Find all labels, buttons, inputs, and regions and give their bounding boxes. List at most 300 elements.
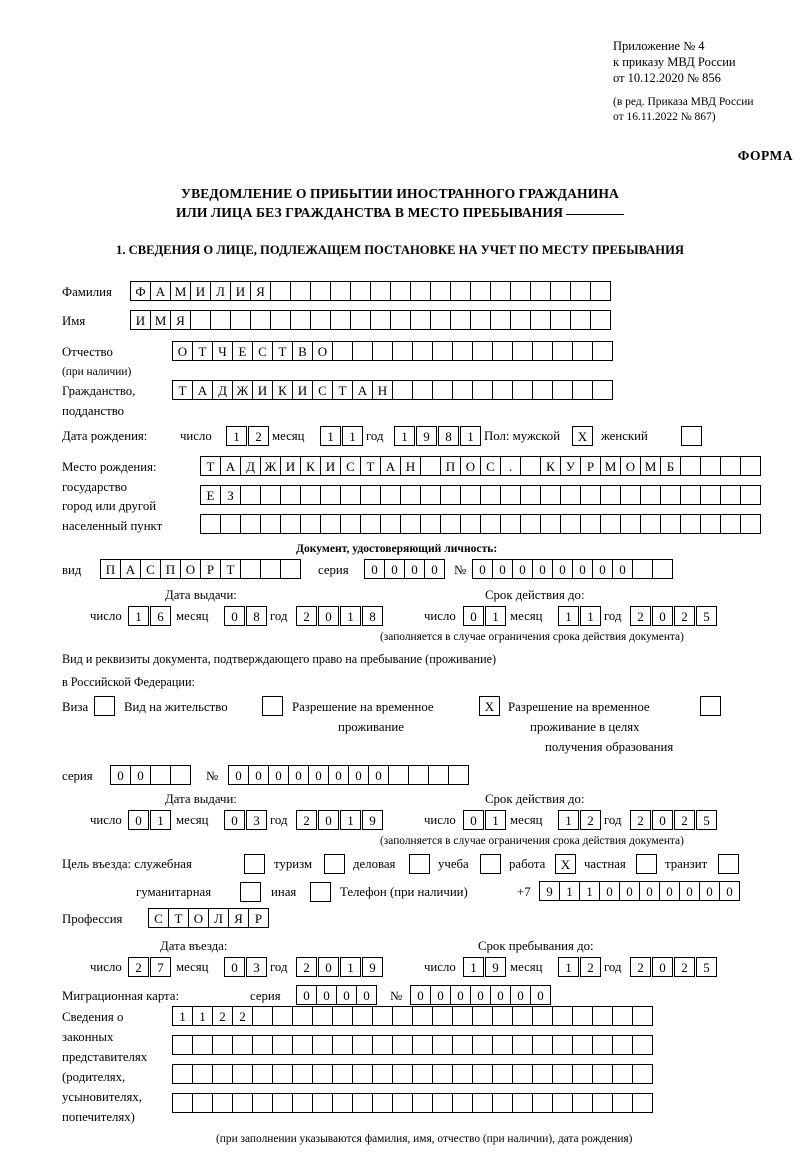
form-cell[interactable]	[390, 310, 411, 330]
form-cell[interactable]	[512, 341, 533, 361]
form-cell[interactable]	[372, 341, 393, 361]
form-cell[interactable]	[420, 485, 441, 505]
form-cell[interactable]	[260, 485, 281, 505]
form-cell[interactable]	[192, 1093, 213, 1113]
form-cell[interactable]	[660, 514, 681, 534]
profession-cells[interactable]	[148, 908, 268, 928]
form-cell[interactable]: С	[252, 341, 273, 361]
form-cell[interactable]: Д	[240, 456, 261, 476]
form-cell[interactable]: К	[300, 456, 321, 476]
form-cell[interactable]	[472, 341, 493, 361]
form-cell[interactable]: П	[440, 456, 461, 476]
form-cell[interactable]	[240, 514, 261, 534]
form-cell[interactable]: С	[340, 456, 361, 476]
form-cell[interactable]	[572, 1093, 593, 1113]
form-cell[interactable]: 0	[719, 881, 740, 901]
form-cell[interactable]	[632, 1006, 653, 1026]
surname-cells[interactable]	[130, 281, 610, 301]
form-cell[interactable]: 2	[630, 810, 651, 830]
form-cell[interactable]: 5	[696, 606, 717, 626]
form-cell[interactable]	[620, 514, 641, 534]
birth-month-cells[interactable]	[320, 426, 364, 446]
form-cell[interactable]	[272, 1006, 293, 1026]
form-cell[interactable]	[490, 281, 511, 301]
form-cell[interactable]	[532, 341, 553, 361]
form-cell[interactable]	[400, 514, 421, 534]
form-cell[interactable]	[580, 514, 601, 534]
form-cell[interactable]	[330, 281, 351, 301]
birth-day-cells[interactable]	[226, 426, 270, 446]
stay-until-month-cells[interactable]	[558, 957, 602, 977]
form-cell[interactable]	[310, 281, 331, 301]
form-cell[interactable]: 0	[679, 881, 700, 901]
form-cell[interactable]: И	[130, 310, 151, 330]
form-cell[interactable]	[532, 1093, 553, 1113]
form-cell[interactable]	[552, 1035, 573, 1055]
form-cell[interactable]	[590, 310, 611, 330]
form-cell[interactable]: 1	[558, 957, 579, 977]
form-cell[interactable]: У	[560, 456, 581, 476]
doc-kind-cells[interactable]	[100, 559, 300, 579]
form-cell[interactable]: Т	[360, 456, 381, 476]
form-cell[interactable]	[432, 1064, 453, 1084]
form-cell[interactable]	[252, 1006, 273, 1026]
entry-month-cells[interactable]	[224, 957, 268, 977]
purpose-service-checkbox[interactable]	[244, 854, 265, 874]
form-cell[interactable]	[492, 1006, 513, 1026]
form-cell[interactable]	[300, 485, 321, 505]
form-cell[interactable]: 8	[362, 606, 383, 626]
form-cell[interactable]	[430, 310, 451, 330]
form-cell[interactable]: О	[180, 559, 201, 579]
doc-issue-day-cells[interactable]	[128, 606, 172, 626]
form-cell[interactable]: 8	[438, 426, 459, 446]
form-cell[interactable]: 0	[639, 881, 660, 901]
form-cell[interactable]: 2	[674, 810, 695, 830]
form-cell[interactable]: Т	[272, 341, 293, 361]
form-cell[interactable]: Т	[192, 341, 213, 361]
stay-issue-month-cells[interactable]	[224, 810, 268, 830]
form-cell[interactable]	[292, 1006, 313, 1026]
form-cell[interactable]	[600, 514, 621, 534]
form-cell[interactable]	[452, 1064, 473, 1084]
form-cell[interactable]	[428, 765, 449, 785]
form-cell[interactable]	[412, 1035, 433, 1055]
form-cell[interactable]	[612, 1006, 633, 1026]
form-cell[interactable]: С	[480, 456, 501, 476]
form-cell[interactable]	[572, 380, 593, 400]
form-cell[interactable]	[550, 310, 571, 330]
form-cell[interactable]: 0	[532, 559, 553, 579]
legal-rep-cells-row-4[interactable]	[172, 1093, 652, 1113]
form-cell[interactable]	[572, 1035, 593, 1055]
form-cell[interactable]	[170, 765, 191, 785]
form-cell[interactable]: 0	[530, 985, 551, 1005]
form-cell[interactable]	[270, 310, 291, 330]
form-cell[interactable]	[450, 281, 471, 301]
form-cell[interactable]: М	[170, 281, 191, 301]
form-cell[interactable]	[700, 514, 721, 534]
form-cell[interactable]: 1	[150, 810, 171, 830]
form-cell[interactable]: 1	[340, 606, 361, 626]
form-cell[interactable]: 0	[492, 559, 513, 579]
form-cell[interactable]	[320, 514, 341, 534]
residence-permit-checkbox[interactable]	[262, 696, 283, 716]
form-cell[interactable]	[440, 485, 461, 505]
stay-valid-day-cells[interactable]	[463, 810, 507, 830]
form-cell[interactable]	[620, 485, 641, 505]
form-cell[interactable]: 0	[404, 559, 425, 579]
form-cell[interactable]	[340, 514, 361, 534]
form-cell[interactable]	[452, 341, 473, 361]
sex-male-checkbox[interactable]: X	[572, 426, 593, 446]
form-cell[interactable]	[292, 1064, 313, 1084]
stay-until-year-cells[interactable]	[630, 957, 718, 977]
form-cell[interactable]	[612, 1035, 633, 1055]
form-cell[interactable]	[492, 1093, 513, 1113]
patronymic-cells[interactable]	[172, 341, 612, 361]
form-cell[interactable]	[472, 380, 493, 400]
form-cell[interactable]	[212, 1064, 233, 1084]
form-cell[interactable]: 0	[512, 559, 533, 579]
form-cell[interactable]: 0	[659, 881, 680, 901]
form-cell[interactable]	[472, 1006, 493, 1026]
form-cell[interactable]	[352, 1006, 373, 1026]
form-cell[interactable]	[360, 485, 381, 505]
form-cell[interactable]	[372, 1006, 393, 1026]
form-cell[interactable]	[532, 1064, 553, 1084]
form-cell[interactable]: О	[188, 908, 209, 928]
form-cell[interactable]	[492, 341, 513, 361]
form-cell[interactable]	[280, 485, 301, 505]
form-cell[interactable]: 0	[110, 765, 131, 785]
form-cell[interactable]	[312, 1064, 333, 1084]
form-cell[interactable]	[740, 456, 761, 476]
visa-checkbox[interactable]	[94, 696, 115, 716]
form-cell[interactable]	[492, 1064, 513, 1084]
form-cell[interactable]	[552, 1064, 573, 1084]
form-cell[interactable]	[412, 341, 433, 361]
form-cell[interactable]	[392, 1093, 413, 1113]
form-cell[interactable]	[592, 380, 613, 400]
form-cell[interactable]	[492, 1035, 513, 1055]
migration-card-series-cells[interactable]	[296, 985, 376, 1005]
form-cell[interactable]: 9	[539, 881, 560, 901]
birth-city-cells-row2[interactable]	[200, 514, 760, 534]
form-cell[interactable]	[512, 1006, 533, 1026]
form-cell[interactable]	[432, 1035, 453, 1055]
form-cell[interactable]: 0	[336, 985, 357, 1005]
form-cell[interactable]	[512, 380, 533, 400]
form-cell[interactable]	[370, 310, 391, 330]
doc-valid-year-cells[interactable]	[630, 606, 718, 626]
doc-issue-year-cells[interactable]	[296, 606, 384, 626]
form-cell[interactable]: А	[380, 456, 401, 476]
form-cell[interactable]: 0	[463, 606, 484, 626]
purpose-tourism-checkbox[interactable]	[324, 854, 345, 874]
form-cell[interactable]	[172, 1064, 193, 1084]
name-cells[interactable]	[130, 310, 610, 330]
form-cell[interactable]	[290, 281, 311, 301]
form-cell[interactable]: А	[120, 559, 141, 579]
form-cell[interactable]: 0	[224, 957, 245, 977]
form-cell[interactable]: 0	[552, 559, 573, 579]
form-cell[interactable]	[452, 1035, 473, 1055]
form-cell[interactable]: 0	[364, 559, 385, 579]
form-cell[interactable]: Н	[372, 380, 393, 400]
form-cell[interactable]	[532, 380, 553, 400]
purpose-business-checkbox[interactable]	[409, 854, 430, 874]
form-cell[interactable]	[408, 765, 429, 785]
form-cell[interactable]	[472, 1035, 493, 1055]
doc-number-cells[interactable]	[472, 559, 672, 579]
form-cell[interactable]	[392, 341, 413, 361]
form-cell[interactable]: 9	[485, 957, 506, 977]
form-cell[interactable]: 2	[580, 810, 601, 830]
form-cell[interactable]: 0	[268, 765, 289, 785]
form-cell[interactable]: И	[320, 456, 341, 476]
sex-female-checkbox[interactable]	[681, 426, 702, 446]
doc-series-cells[interactable]	[364, 559, 444, 579]
form-cell[interactable]: 2	[674, 606, 695, 626]
form-cell[interactable]: Т	[168, 908, 189, 928]
form-cell[interactable]	[280, 514, 301, 534]
legal-rep-cells-row-3[interactable]	[172, 1064, 652, 1084]
form-cell[interactable]	[560, 514, 581, 534]
form-cell[interactable]	[260, 559, 281, 579]
form-cell[interactable]: 0	[328, 765, 349, 785]
form-cell[interactable]: Р	[580, 456, 601, 476]
entry-year-cells[interactable]	[296, 957, 384, 977]
form-cell[interactable]: 0	[652, 810, 673, 830]
form-cell[interactable]	[530, 281, 551, 301]
form-cell[interactable]	[452, 1093, 473, 1113]
form-cell[interactable]: 3	[246, 957, 267, 977]
form-cell[interactable]: 0	[510, 985, 531, 1005]
form-cell[interactable]	[632, 1035, 653, 1055]
form-cell[interactable]	[632, 1093, 653, 1113]
doc-valid-day-cells[interactable]	[463, 606, 507, 626]
form-cell[interactable]	[330, 310, 351, 330]
form-cell[interactable]	[720, 456, 741, 476]
form-cell[interactable]	[632, 559, 653, 579]
form-cell[interactable]: И	[190, 281, 211, 301]
form-cell[interactable]	[232, 1035, 253, 1055]
form-cell[interactable]	[390, 281, 411, 301]
form-cell[interactable]	[232, 1093, 253, 1113]
form-cell[interactable]	[352, 1093, 373, 1113]
form-cell[interactable]: 0	[224, 606, 245, 626]
form-cell[interactable]: О	[312, 341, 333, 361]
form-cell[interactable]	[572, 1006, 593, 1026]
form-cell[interactable]: Я	[170, 310, 191, 330]
form-cell[interactable]: А	[150, 281, 171, 301]
form-cell[interactable]: 1	[559, 881, 580, 901]
form-cell[interactable]: 0	[619, 881, 640, 901]
form-cell[interactable]	[412, 1064, 433, 1084]
form-cell[interactable]	[272, 1035, 293, 1055]
form-cell[interactable]	[300, 514, 321, 534]
form-cell[interactable]: 0	[288, 765, 309, 785]
form-cell[interactable]: 1	[226, 426, 247, 446]
form-cell[interactable]	[252, 1035, 273, 1055]
form-cell[interactable]: 9	[362, 810, 383, 830]
form-cell[interactable]	[212, 1035, 233, 1055]
form-cell[interactable]: 2	[674, 957, 695, 977]
stay-issue-year-cells[interactable]	[296, 810, 384, 830]
phone-cells[interactable]	[539, 881, 739, 901]
form-cell[interactable]: 1	[558, 810, 579, 830]
form-cell[interactable]: 9	[416, 426, 437, 446]
form-cell[interactable]: 0	[599, 881, 620, 901]
form-cell[interactable]: 2	[128, 957, 149, 977]
doc-valid-month-cells[interactable]	[558, 606, 602, 626]
stay-series-cells[interactable]	[110, 765, 190, 785]
form-cell[interactable]	[350, 281, 371, 301]
form-cell[interactable]: 0	[472, 559, 493, 579]
form-cell[interactable]	[450, 310, 471, 330]
stay-issue-day-cells[interactable]	[128, 810, 172, 830]
form-cell[interactable]	[552, 380, 573, 400]
purpose-transit-checkbox[interactable]	[718, 854, 739, 874]
form-cell[interactable]: К	[540, 456, 561, 476]
form-cell[interactable]: 0	[224, 810, 245, 830]
form-cell[interactable]: 2	[232, 1006, 253, 1026]
form-cell[interactable]: 9	[362, 957, 383, 977]
legal-rep-cells-row-2[interactable]	[172, 1035, 652, 1055]
form-cell[interactable]: 0	[248, 765, 269, 785]
form-cell[interactable]: Я	[228, 908, 249, 928]
form-cell[interactable]: 0	[652, 957, 673, 977]
form-cell[interactable]: Р	[248, 908, 269, 928]
form-cell[interactable]: 0	[316, 985, 337, 1005]
form-cell[interactable]	[532, 1035, 553, 1055]
form-cell[interactable]	[370, 281, 391, 301]
form-cell[interactable]	[680, 485, 701, 505]
form-cell[interactable]: Ч	[212, 341, 233, 361]
form-cell[interactable]: 1	[463, 957, 484, 977]
form-cell[interactable]	[490, 310, 511, 330]
form-cell[interactable]: 5	[696, 810, 717, 830]
form-cell[interactable]: 0	[128, 810, 149, 830]
form-cell[interactable]: 0	[612, 559, 633, 579]
form-cell[interactable]: О	[172, 341, 193, 361]
form-cell[interactable]	[432, 1093, 453, 1113]
form-cell[interactable]	[720, 514, 741, 534]
form-cell[interactable]: 0	[318, 606, 339, 626]
form-cell[interactable]	[190, 310, 211, 330]
form-cell[interactable]: Е	[200, 485, 221, 505]
form-cell[interactable]	[312, 1035, 333, 1055]
form-cell[interactable]: 0	[424, 559, 445, 579]
form-cell[interactable]: 8	[246, 606, 267, 626]
form-cell[interactable]	[412, 380, 433, 400]
form-cell[interactable]	[592, 1093, 613, 1113]
form-cell[interactable]	[560, 485, 581, 505]
form-cell[interactable]: 0	[384, 559, 405, 579]
form-cell[interactable]	[660, 485, 681, 505]
form-cell[interactable]: 1	[485, 810, 506, 830]
form-cell[interactable]: Ж	[232, 380, 253, 400]
form-cell[interactable]	[172, 1093, 193, 1113]
form-cell[interactable]	[510, 310, 531, 330]
form-cell[interactable]	[352, 1035, 373, 1055]
birth-year-cells[interactable]	[394, 426, 482, 446]
form-cell[interactable]	[740, 485, 761, 505]
form-cell[interactable]	[332, 1035, 353, 1055]
form-cell[interactable]	[220, 514, 241, 534]
form-cell[interactable]	[460, 485, 481, 505]
education-residence-checkbox[interactable]	[700, 696, 721, 716]
form-cell[interactable]	[310, 310, 331, 330]
form-cell[interactable]: Р	[200, 559, 221, 579]
form-cell[interactable]	[340, 485, 361, 505]
form-cell[interactable]	[520, 514, 541, 534]
form-cell[interactable]	[532, 1006, 553, 1026]
birth-state-cells[interactable]	[200, 456, 760, 476]
form-cell[interactable]: 0	[318, 810, 339, 830]
form-cell[interactable]: П	[100, 559, 121, 579]
form-cell[interactable]: И	[292, 380, 313, 400]
migration-card-number-cells[interactable]	[410, 985, 550, 1005]
entry-day-cells[interactable]	[128, 957, 172, 977]
form-cell[interactable]: 3	[246, 810, 267, 830]
form-cell[interactable]: 0	[130, 765, 151, 785]
form-cell[interactable]: 2	[630, 606, 651, 626]
form-cell[interactable]	[592, 1035, 613, 1055]
form-cell[interactable]	[448, 765, 469, 785]
form-cell[interactable]: А	[352, 380, 373, 400]
form-cell[interactable]	[590, 281, 611, 301]
form-cell[interactable]: И	[230, 281, 251, 301]
form-cell[interactable]	[200, 514, 221, 534]
form-cell[interactable]	[472, 1093, 493, 1113]
form-cell[interactable]	[640, 514, 661, 534]
form-cell[interactable]	[740, 514, 761, 534]
form-cell[interactable]	[680, 456, 701, 476]
form-cell[interactable]	[432, 1006, 453, 1026]
form-cell[interactable]	[552, 1006, 573, 1026]
birth-city-cells[interactable]	[200, 485, 760, 505]
legal-rep-cells-row-1[interactable]	[172, 1006, 652, 1026]
form-cell[interactable]	[572, 341, 593, 361]
form-cell[interactable]: 7	[150, 957, 171, 977]
form-cell[interactable]	[252, 1064, 273, 1084]
form-cell[interactable]	[570, 310, 591, 330]
form-cell[interactable]: 1	[340, 957, 361, 977]
form-cell[interactable]: Н	[400, 456, 421, 476]
form-cell[interactable]: И	[280, 456, 301, 476]
purpose-private-checkbox[interactable]	[636, 854, 657, 874]
form-cell[interactable]: К	[272, 380, 293, 400]
form-cell[interactable]: Л	[208, 908, 229, 928]
form-cell[interactable]	[510, 281, 531, 301]
form-cell[interactable]	[272, 1093, 293, 1113]
form-cell[interactable]: 1	[172, 1006, 193, 1026]
form-cell[interactable]	[352, 1064, 373, 1084]
form-cell[interactable]: 0	[490, 985, 511, 1005]
form-cell[interactable]: 1	[579, 881, 600, 901]
purpose-study-checkbox[interactable]	[480, 854, 501, 874]
form-cell[interactable]	[312, 1006, 333, 1026]
form-cell[interactable]: 0	[592, 559, 613, 579]
form-cell[interactable]	[350, 310, 371, 330]
form-cell[interactable]	[632, 1064, 653, 1084]
form-cell[interactable]	[452, 1006, 473, 1026]
form-cell[interactable]	[460, 514, 481, 534]
stay-valid-month-cells[interactable]	[558, 810, 602, 830]
form-cell[interactable]: 0	[410, 985, 431, 1005]
